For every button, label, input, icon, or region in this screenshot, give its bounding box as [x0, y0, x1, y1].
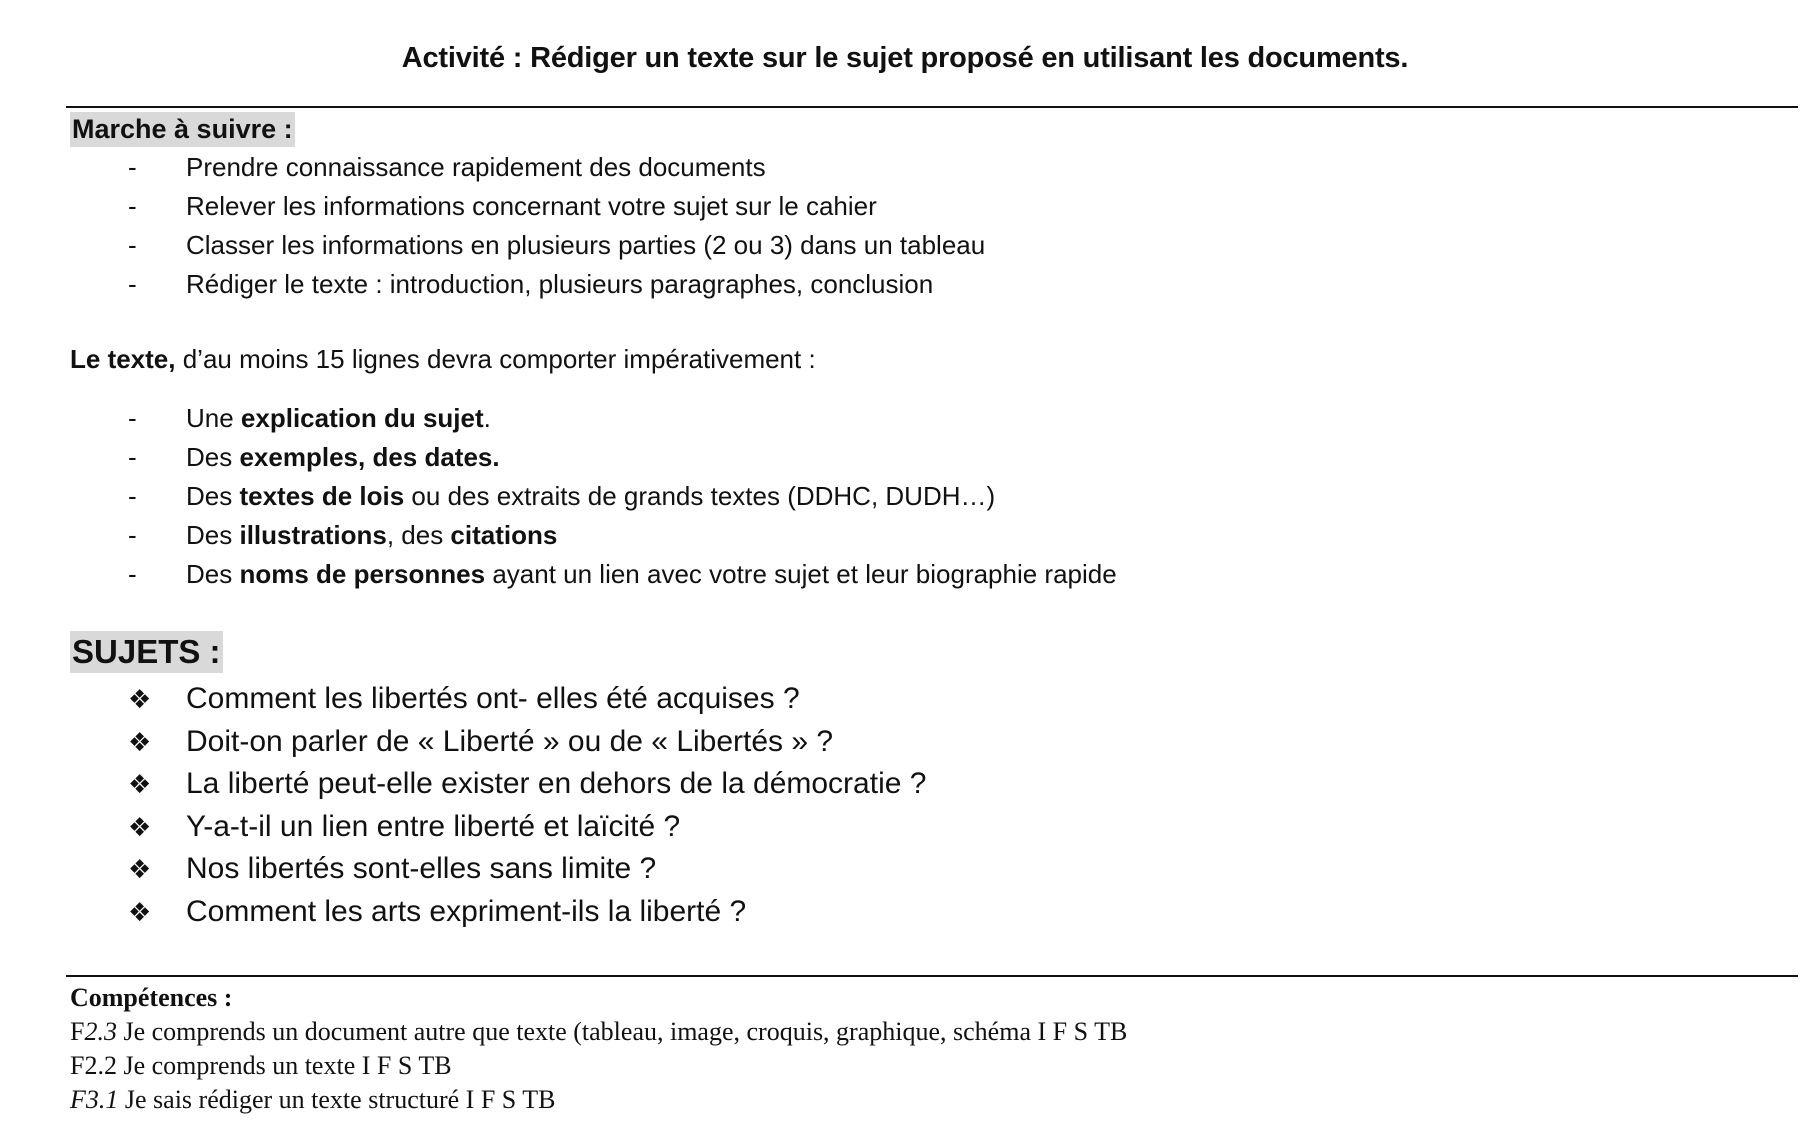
- sujet-text: La liberté peut-elle exister en dehors de la démocratie ?: [186, 767, 927, 800]
- text-part: .: [483, 403, 491, 433]
- competence-row: [70, 1049, 1127, 1083]
- text-part: Des: [186, 442, 240, 472]
- list-item-text: [186, 438, 500, 477]
- dash-bullet: -: [128, 152, 137, 182]
- text-part: , des: [386, 520, 451, 550]
- competence-text: Je sais rédiger un texte structuré I F S TB: [118, 1085, 556, 1114]
- sujet-text: Y-a-t-il un lien entre liberté et laïcité ?: [186, 809, 681, 843]
- competence-row: [70, 1083, 1127, 1117]
- texte-intro: [70, 340, 816, 378]
- competence-row: [70, 1015, 1127, 1049]
- list-item-text: [186, 399, 491, 438]
- bold-part: textes de lois: [239, 481, 405, 511]
- competence-code-italic: F3.1: [70, 1085, 119, 1114]
- sujet-text: Comment les libertés ont- elles été acquises ?: [186, 682, 800, 715]
- competence-code-italic: 2.3: [84, 1017, 117, 1046]
- text-part: Des: [186, 481, 240, 511]
- bold-part: illustrations: [239, 520, 387, 550]
- top-divider: [66, 106, 1798, 108]
- marche-heading: Marche à suivre :: [70, 112, 295, 147]
- bottom-divider: [66, 975, 1798, 977]
- list-item-text: Rédiger le texte : introduction, plusieurs paragraphes, conclusion: [186, 269, 934, 299]
- diamond-bullet-icon: ❖: [128, 896, 152, 927]
- diamond-bullet-icon: ❖: [128, 684, 152, 714]
- list-item-text: [186, 555, 1117, 594]
- text-part: Une: [186, 403, 241, 433]
- diamond-bullet-icon: ❖: [128, 854, 152, 884]
- dash-bullet: -: [128, 442, 137, 472]
- competences-block: [70, 981, 1127, 1117]
- bold-part: exemples, des dates.: [239, 442, 500, 472]
- competences-title: Compétences :: [70, 983, 233, 1012]
- text-part: ayant un lien avec votre sujet et leur biographie rapide: [485, 559, 1117, 589]
- page-title: Activité : Rédiger un texte sur le sujet proposé en utilisant les documents.: [401, 42, 1409, 74]
- list-item-text: [186, 477, 995, 516]
- competence-text: Je comprends un texte I F S TB: [116, 1051, 452, 1080]
- dash-bullet: -: [128, 481, 137, 511]
- dash-bullet: -: [128, 230, 137, 260]
- competence-code: F2.2: [70, 1051, 117, 1080]
- bold-part: noms de personnes: [239, 559, 486, 589]
- list-item-text: Relever les informations concernant votre sujet sur le cahier: [186, 191, 877, 221]
- sujet-text: Comment les arts expriment-ils la liberté ?: [186, 894, 747, 928]
- dash-bullet: -: [128, 520, 137, 550]
- list-item-text: Classer les informations en plusieurs parties (2 ou 3) dans un tableau: [186, 230, 986, 260]
- sujets-heading: SUJETS :: [70, 631, 223, 673]
- sujet-text: Doit-on parler de « Liberté » ou de « Libertés » ?: [186, 724, 834, 758]
- competence-code: F: [70, 1017, 85, 1046]
- texte-intro-bold: Le texte,: [70, 344, 176, 374]
- texte-intro-rest: d’au moins 15 lignes devra comporter impérativement :: [175, 344, 816, 374]
- diamond-bullet-icon: ❖: [128, 726, 152, 757]
- dash-bullet: -: [128, 403, 137, 433]
- list-item-text: Prendre connaissance rapidement des documents: [186, 152, 766, 182]
- text-part: ou des extraits de grands textes (DDHC, DUDH…): [404, 481, 996, 511]
- text-part: Des: [186, 520, 240, 550]
- competence-text: Je comprends un document autre que texte (tableau, image, croquis, graphique, schéma I F S TB: [116, 1017, 1128, 1046]
- dash-bullet: -: [128, 191, 137, 221]
- dash-bullet: -: [128, 559, 137, 589]
- sujet-text: Nos libertés sont-elles sans limite ?: [186, 852, 657, 885]
- diamond-bullet-icon: ❖: [128, 769, 152, 799]
- list-item-text: [186, 516, 557, 555]
- bold-part: citations: [450, 520, 558, 550]
- dash-bullet: -: [128, 269, 137, 299]
- bold-part: explication du sujet: [240, 403, 484, 433]
- text-part: Des: [186, 559, 240, 589]
- diamond-bullet-icon: ❖: [128, 811, 152, 842]
